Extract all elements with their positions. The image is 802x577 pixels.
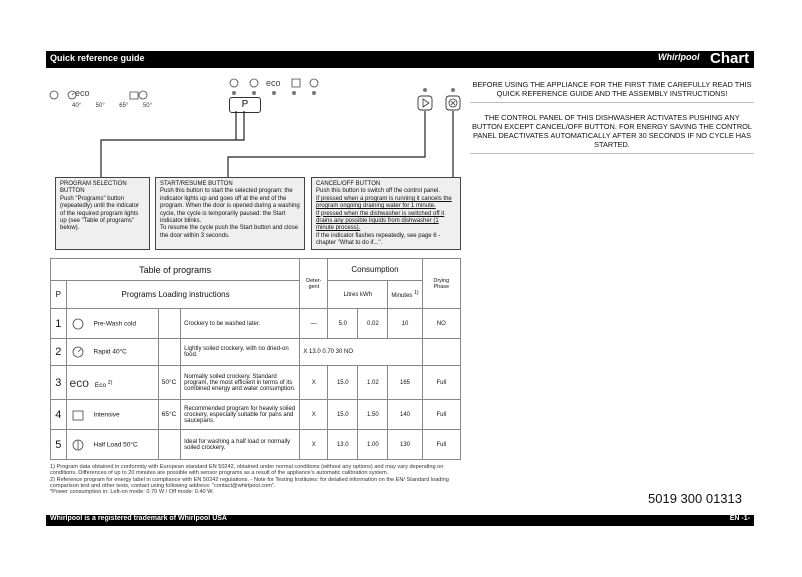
program-temp: 65°C bbox=[158, 400, 180, 430]
section-title: Chart bbox=[710, 50, 750, 67]
start-resume-box bbox=[155, 177, 305, 250]
product-code: 5019 300 01313 bbox=[648, 491, 742, 506]
box-text: Push "Programs" button (repeatedly) until the indicator of the required program lights up (see "Table of programs" below). bbox=[60, 195, 140, 232]
temp-label: 50° bbox=[95, 103, 105, 109]
footnote-ref: 2) bbox=[107, 379, 113, 386]
detergent-value: — bbox=[300, 309, 328, 339]
load-instructions: Ideal for washing a half load or normally soiled crockery. bbox=[181, 430, 300, 460]
program-name: Half Load 50°C bbox=[93, 441, 138, 449]
kwh-value: 1.00 bbox=[358, 430, 388, 460]
programs-button[interactable]: P bbox=[229, 97, 261, 113]
kwh-value: 0.02 bbox=[358, 309, 388, 339]
program-name: Intensive bbox=[93, 411, 120, 419]
detergent-value: X bbox=[300, 430, 328, 460]
trademark-text: Whirlpool is a registered trademark of Whirlpool USA bbox=[50, 515, 227, 522]
temp-label: 65° bbox=[119, 103, 129, 109]
minutes-label: Minutes bbox=[391, 293, 413, 299]
p-header: P bbox=[51, 281, 67, 309]
control-panel-notice: THE CONTROL PANEL OF THIS DISHWASHER ACTIVATES PUSHING ANY BUTTON EXCEPT CANCEL/OFF BUTTON. FOR ENERGY SAVING THE CONTROL PANEL DEACTIVATES AUTOMATICALLY AFTER 30 SECONDS IF NO CYCLE HAS STARTED. bbox=[470, 113, 754, 154]
footnote-ref: 1) bbox=[414, 290, 419, 296]
load-instructions: Recommended program for heavily soiled crockery, especially suitable for pans and saucepans. bbox=[181, 400, 300, 430]
box-text: If pressed when the dishwasher is switched off it drains any possible liquids from dishwasher (1 minute process). bbox=[316, 210, 445, 232]
program-temp: 50°C bbox=[158, 366, 180, 400]
program-name: Rapid 40°C bbox=[93, 348, 127, 356]
eco-icon: eco bbox=[75, 88, 90, 98]
temp-label: 40° bbox=[72, 103, 82, 109]
program-name-cell bbox=[66, 339, 158, 366]
drying-value: NO bbox=[422, 309, 460, 339]
box-title: PROGRAM SELECTION BUTTON bbox=[60, 181, 127, 195]
box-text: If pressed when a program is running it cancels the program ongoing draining water for 1 minute. bbox=[316, 195, 452, 210]
box-text: Push this button to switch off the control panel. bbox=[316, 188, 440, 195]
footnotes bbox=[50, 464, 462, 495]
program-name: Pre-Wash cold bbox=[93, 320, 136, 328]
table-row bbox=[51, 400, 461, 430]
load-instructions: Normally soiled crockery. Standard program, the most efficient in terms of its combined energy and water consumption. bbox=[181, 366, 300, 400]
drying-header: Drying Phase bbox=[422, 259, 460, 309]
drying-value bbox=[422, 339, 460, 366]
table-row bbox=[51, 339, 461, 366]
consumption-header: Consumption bbox=[328, 259, 422, 281]
litres-kwh-header: Litres kWh bbox=[328, 281, 388, 309]
minutes-value: 130 bbox=[388, 430, 422, 460]
load-instructions: Lightly soiled crockery, with no dried-on food. bbox=[181, 339, 300, 366]
program-number: 5 bbox=[51, 430, 67, 460]
table-row bbox=[51, 309, 461, 339]
drying-value: Full bbox=[422, 400, 460, 430]
program-temp bbox=[158, 430, 180, 460]
drying-value: Full bbox=[422, 366, 460, 400]
table-row bbox=[51, 430, 461, 460]
program-name: Eco bbox=[94, 381, 107, 389]
page-title: Quick reference guide bbox=[50, 53, 145, 63]
program-name-cell bbox=[66, 400, 158, 430]
program-temp bbox=[158, 309, 180, 339]
drying-value: Full bbox=[422, 430, 460, 460]
page-number: EN -1- bbox=[729, 515, 750, 522]
minutes-value: 140 bbox=[388, 400, 422, 430]
box-title: CANCEL/OFF BUTTON bbox=[316, 181, 381, 187]
box-title: START/RESUME BUTTON bbox=[160, 181, 233, 187]
footnote: 2) Reference program for energy label in compliance with EN 50242 regulations. - Note for Testing Institutes: for detailed information on the EN/ Standard loading comparison test and other tests, contact using following address: "contact@whirlpool.com". bbox=[50, 476, 449, 489]
footnote: *Power consumption in: Left-on mode: 0.70 W / Off mode: 0.40 W. bbox=[50, 489, 214, 496]
footer-bar bbox=[46, 515, 754, 526]
kwh-value: 1.50 bbox=[358, 400, 388, 430]
eco-icon: eco bbox=[69, 375, 89, 390]
box-text: If the indicator flashes repeatedly, see page 6 - chapter "What to do if...". bbox=[316, 232, 441, 247]
eco-icon: eco bbox=[266, 78, 281, 88]
program-temp bbox=[158, 339, 180, 366]
detergent-value: X bbox=[300, 366, 328, 400]
program-name-cell bbox=[66, 366, 158, 400]
detergent-header: Deter-gent bbox=[300, 259, 328, 309]
litres-value: 15.0 bbox=[328, 400, 358, 430]
rapid-icon bbox=[70, 346, 86, 358]
table-row bbox=[51, 366, 461, 400]
intensive-icon bbox=[70, 409, 86, 421]
table-title: Table of programs bbox=[51, 259, 300, 281]
litres-value: 13.0 bbox=[328, 430, 358, 460]
program-number: 2 bbox=[51, 339, 67, 366]
first-use-notice: BEFORE USING THE APPLIANCE FOR THE FIRST TIME CAREFULLY READ THIS QUICK REFERENCE GUIDE AND THE ASSEMBLY INSTRUCTIONS! bbox=[470, 80, 754, 103]
minutes-value: 10 bbox=[388, 309, 422, 339]
program-name-cell bbox=[66, 430, 158, 460]
litres-value: 5.0 bbox=[328, 309, 358, 339]
load-instructions: Crockery to be washed later. bbox=[181, 309, 300, 339]
program-number: 4 bbox=[51, 400, 67, 430]
detergent-value: X bbox=[300, 400, 328, 430]
programs-header: Programs Loading instructions bbox=[66, 281, 300, 309]
minutes-header bbox=[388, 281, 422, 309]
program-selection-box bbox=[55, 177, 150, 250]
program-number: 1 bbox=[51, 309, 67, 339]
brand-logo: Whirlpool bbox=[658, 52, 700, 62]
kwh-value: 1.02 bbox=[358, 366, 388, 400]
box-text: Push this button to start the selected program: the indicator lights up and goes off at the end of the program. When the door is opened during a washing cycle, the cycle is temporarily paused: the Start indicator blinks. bbox=[160, 188, 300, 225]
minutes-value: 165 bbox=[388, 366, 422, 400]
footnote: 1) Program data obtained in conformity with European standard EN 50242, obtained under normal conditions (without any options) and may vary depending on conditions. Differences of up to 20 minutes are possible with sensor programs as a result of the appliance's automatic calibration system. bbox=[50, 464, 444, 477]
cancel-off-box bbox=[311, 177, 461, 250]
program-number: 3 bbox=[51, 366, 67, 400]
program-name-cell bbox=[66, 309, 158, 339]
litres-value: 15.0 bbox=[328, 366, 358, 400]
consumption-values: X 13.0 0.70 30 NO bbox=[300, 339, 422, 366]
box-text: To resume the cycle push the Start button and close the door within 3 seconds. bbox=[160, 225, 299, 239]
programs-table bbox=[50, 258, 461, 460]
prewash-icon bbox=[70, 318, 86, 330]
temp-label: 50° bbox=[142, 103, 152, 109]
halfload-icon bbox=[70, 439, 86, 451]
